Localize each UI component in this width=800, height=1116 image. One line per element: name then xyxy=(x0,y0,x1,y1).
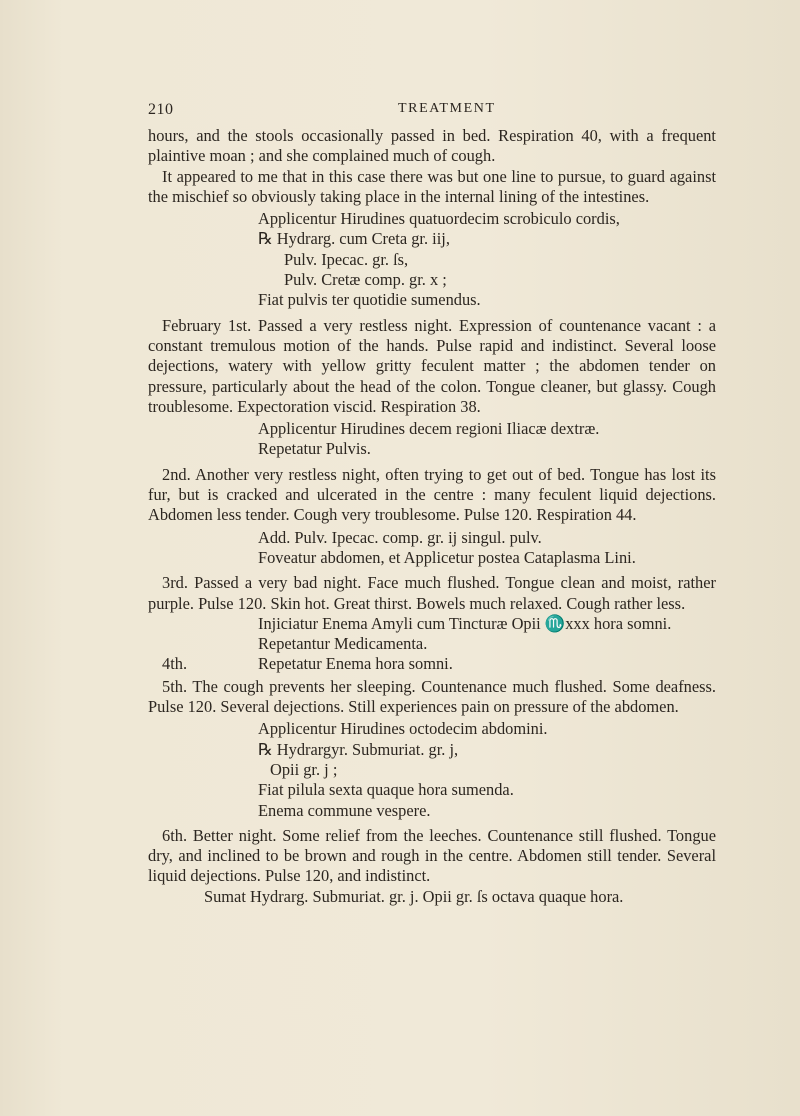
page-header xyxy=(0,101,800,123)
prescription-line: Add. Pulv. Ipecac. comp. gr. ij singul. pulv. xyxy=(258,527,542,547)
prescription-line: Fiat pilula sexta quaque hora sumenda. xyxy=(258,780,514,800)
paragraph-continuation: hours, and the stools occasionally passed in bed. Respiration 40, with a frequent plaintive moan ; and she complained much of cough. xyxy=(148,126,716,166)
prescription-line: Injiciatur Enema Amyli cum Tincturæ Opii ♏xxx hora somni. xyxy=(258,613,672,633)
paragraph-february-1st: February 1st. Passed a very restless night. Expression of countenance vacant : a constant tremulous motion of the hands. Pulse rapid and indistinct. Several loose dejections, watery with yellow gritty feculent matter ; the abdomen tender on pressure, particularly about the head of the colon. Tongue cleaner, but glassy. Cough troublesome. Expectoration viscid. Respiration 38. xyxy=(148,315,716,416)
prescription-line: Applicentur Hirudines quatuordecim scrobiculo cordis, xyxy=(258,209,620,229)
page-body xyxy=(148,126,716,907)
prescription-line: Applicentur Hirudines octodecim abdomini. xyxy=(258,719,548,739)
entry-4th xyxy=(148,654,716,674)
prescription-block xyxy=(148,528,716,569)
paragraph-6th: 6th. Better night. Some relief from the leeches. Countenance still flushed. Tongue dry, and inclined to be brown and rough in the centre. Abdomen still tender. Several liquid dejections. Pulse 120, and indistinct. xyxy=(148,825,716,886)
prescription-line: Opii gr. j ; xyxy=(270,759,338,779)
entry-date: 4th. xyxy=(162,654,188,674)
prescription-line: Foveatur abdomen, et Applicetur postea Cataplasma Lini. xyxy=(258,547,636,567)
paragraph-3rd: 3rd. Passed a very bad night. Face much flushed. Tongue clean and moist, rather purple. Pulse 120. Skin hot. Great thirst. Bowels much relaxed. Cough rather less. xyxy=(148,573,716,613)
running-head: TREATMENT xyxy=(398,101,496,116)
prescription-line: Fiat pulvis ter quotidie sumendus. xyxy=(258,290,481,310)
paragraph-2nd: 2nd. Another very restless night, often trying to get out of bed. Tongue has lost its fur, but is cracked and ulcerated in the centre : many feculent liquid dejections. Abdomen less tender. Cough very troublesome. Pulse 120. Respiration 44. xyxy=(148,464,716,525)
prescription-line: ℞ Hydrargyr. Submuriat. gr. j, xyxy=(258,739,459,759)
prescription-line: Repetatur Pulvis. xyxy=(258,439,371,459)
prescription-line: Enema commune vespere. xyxy=(258,800,431,820)
page-number: 210 xyxy=(148,101,174,118)
prescription-block xyxy=(148,614,716,655)
prescription-line: Pulv. Ipecac. gr. ſs, xyxy=(284,249,409,269)
prescription-line: Applicentur Hirudines decem regioni Iliacæ dextræ. xyxy=(258,419,600,439)
entry-text: Repetatur Enema hora somni. xyxy=(258,654,453,674)
prescription-block xyxy=(148,209,716,310)
paragraph-treatment-plan: It appeared to me that in this case there was but one line to pursue, to guard against the mischief so obviously taking place in the internal lining of the intestines. xyxy=(148,166,716,206)
prescription-block xyxy=(148,719,716,820)
prescription-line: ℞ Hydrarg. cum Creta gr. iij, xyxy=(258,229,450,249)
final-prescription: Sumat Hydrarg. Submuriat. gr. j. Opii gr. ſs octava quaque hora. xyxy=(204,886,624,906)
prescription-block xyxy=(148,419,716,460)
prescription-line: Pulv. Cretæ comp. gr. x ; xyxy=(284,270,447,290)
paragraph-5th: 5th. The cough prevents her sleeping. Countenance much flushed. Some deafness. Pulse 120. Several dejections. Still experiences pain on pressure of the abdomen. xyxy=(148,676,716,717)
prescription-line: Repetantur Medicamenta. xyxy=(258,634,428,654)
